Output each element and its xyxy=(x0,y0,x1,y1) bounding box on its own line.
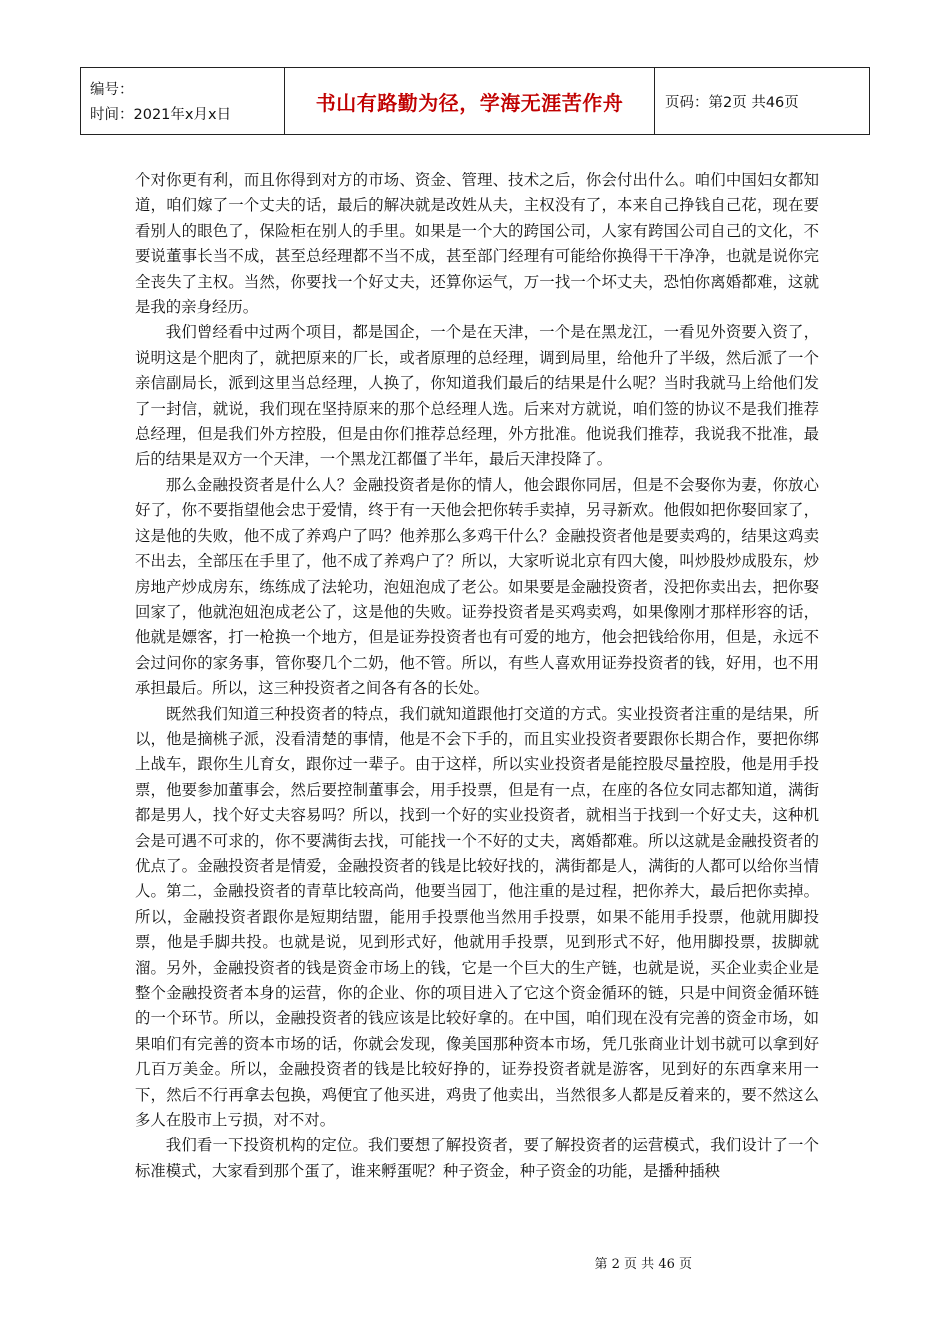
footer-page-number: 第 2 页 共 46 页 xyxy=(594,1257,692,1272)
header-motto: 书山有路勤为径，学海无涯苦作舟 xyxy=(285,68,655,134)
page-footer xyxy=(0,1253,950,1272)
document-number-label: 编号： xyxy=(90,82,134,98)
header-page-label: 页码：第2页 共46页 xyxy=(665,94,799,111)
page-header xyxy=(80,67,870,135)
body-paragraph: 那么金融投资者是什么人？金融投资者是你的情人，他会跟你同居，但是不会娶你为妻，你放心好了，你不要指望他会忠于爱情，终于有一天他会把你转手卖掉，另寻新欢。他假如把你娶回家了，这是他的失败，他不成了养鸡户了吗？他养那么多鸡干什么？金融投资者他是要卖鸡的，结果这鸡卖不出去，全部压在手里了，他不成了养鸡户了？所以，大家听说北京有四大傻，叫炒股炒成股东，炒房地产炒成房东，练练成了法轮功，泡妞泡成了老公。如果要是金融投资者，没把你卖出去，把你娶回家了，他就泡妞泡成老公了，这是他的失败。证券投资者是买鸡卖鸡，如果像刚才那样形容的话，他就是嫖客，打一枪换一个地方，但是证券投资者也有可爱的地方，他会把钱给你用，但是，永远不会过问你的家务事，管你娶几个二奶，他不管。所以，有些人喜欢用证券投资者的钱，好用，也不用承担最后。所以，这三种投资者之间各有各的长处。 xyxy=(135,475,819,698)
body-paragraph: 个对你更有利，而且你得到对方的市场、资金、管理、技术之后，你会付出什么。咱们中国妇女都知道，咱们嫁了一个丈夫的话，最后的解决就是改姓从夫，主权没有了，本来自己挣钱自己花，现在要看别人的眼色了，保险柜在别人的手里。如果是一个大的跨国公司，人家有跨国公司自己的文化，不要说董事长当不成，甚至总经理都不当不成，甚至部门经理有可能给你换得干干净净，也就是说你完全丧失了主权。当然，你要找一个好丈夫，还算你运气，万一找一个坏丈夫，恐怕你离婚都难，这就是我的亲身经历。 xyxy=(135,171,819,317)
header-meta xyxy=(81,68,285,134)
document-time-label: 时间：2021年x月x日 xyxy=(90,107,232,123)
document-body xyxy=(135,168,819,1184)
body-paragraph: 我们曾经看中过两个项目，都是国企，一个是在天津，一个是在黑龙江，一看见外资要入资了，说明这是个肥肉了，就把原来的厂长，或者原理的总经理，调到局里，给他升了半级，然后派了一个亲信副局长，派到这里当总经理，人换了，你知道我们最后的结果是什么呢？当时我就马上给他们发了一封信，就说，我们现在坚持原来的那个总经理人选。后来对方就说，咱们签的协议不是我们推荐总经理，但是我们外方控股，但是由你们推荐总经理，外方批准。他说我们推荐，我说我不批准，最后的结果是双方一个天津，一个黑龙江都僵了半年，最后天津投降了。 xyxy=(135,323,819,469)
body-paragraph: 我们看一下投资机构的定位。我们要想了解投资者，要了解投资者的运营模式，我们设计了一个标准模式，大家看到那个蛋了，谁来孵蛋呢？种子资金，种子资金的功能，是播种插秧 xyxy=(135,1136,819,1180)
body-paragraph: 既然我们知道三种投资者的特点，我们就知道跟他打交道的方式。实业投资者注重的是结果，所以，他是摘桃子派，没看清楚的事情，他是不会下手的，而且实业投资者要跟你长期合作，要把你绑上战车，跟你生儿育女，跟你过一辈子。由于这样，所以实业投资者是能控股尽量控股，他是用手投票，他要参加董事会，然后要控制董事会，用手投票，但是有一点，在座的各位女同志都知道，满街都是男人，找个好丈夫容易吗？所以，找到一个好的实业投资者，就相当于找到一个好丈夫，这种机会是可遇不可求的，你不要满街去找，可能找一个不好的丈夫，离婚都难。所以这就是金融投资者的优点了。金融投资者是情爱，金融投资者的钱是比较好找的，满街都是人，满街的人都可以给你当情人。第二，金融投资者的青草比较高尚，他要当园丁，他注重的是过程，把你养大，最后把你卖掉。所以，金融投资者跟你是短期结盟，能用手投票他当然用手投票，如果不能用手投票，他就用脚投票，他是手脚共投。也就是说，见到形式好，他就用手投票，见到形式不好，他用脚投票，拔脚就溜。另外，金融投资者的钱是资金市场上的钱，它是一个巨大的生产链，也就是说，买企业卖企业是整个金融投资者本身的运营，你的企业、你的项目进入了它这个资金循环的链，只是中间资金循环链的一个环节。所以，金融投资者的钱应该是比较好拿的。在中国，咱们现在没有完善的资金市场，如果咱们有完善的资本市场的话，你就会发现，像美国那种资本市场，凭几张商业计划书就可以拿到好几百万美金。所以，金融投资者的钱是比较好挣的，证券投资者就是游客，见到好的东西拿来用一下，然后不行再拿去包换，鸡便宜了他买进，鸡贵了他卖出，当然很多人都是反着来的，要不然这么多人在股市上亏损，对不对。 xyxy=(135,704,819,1130)
